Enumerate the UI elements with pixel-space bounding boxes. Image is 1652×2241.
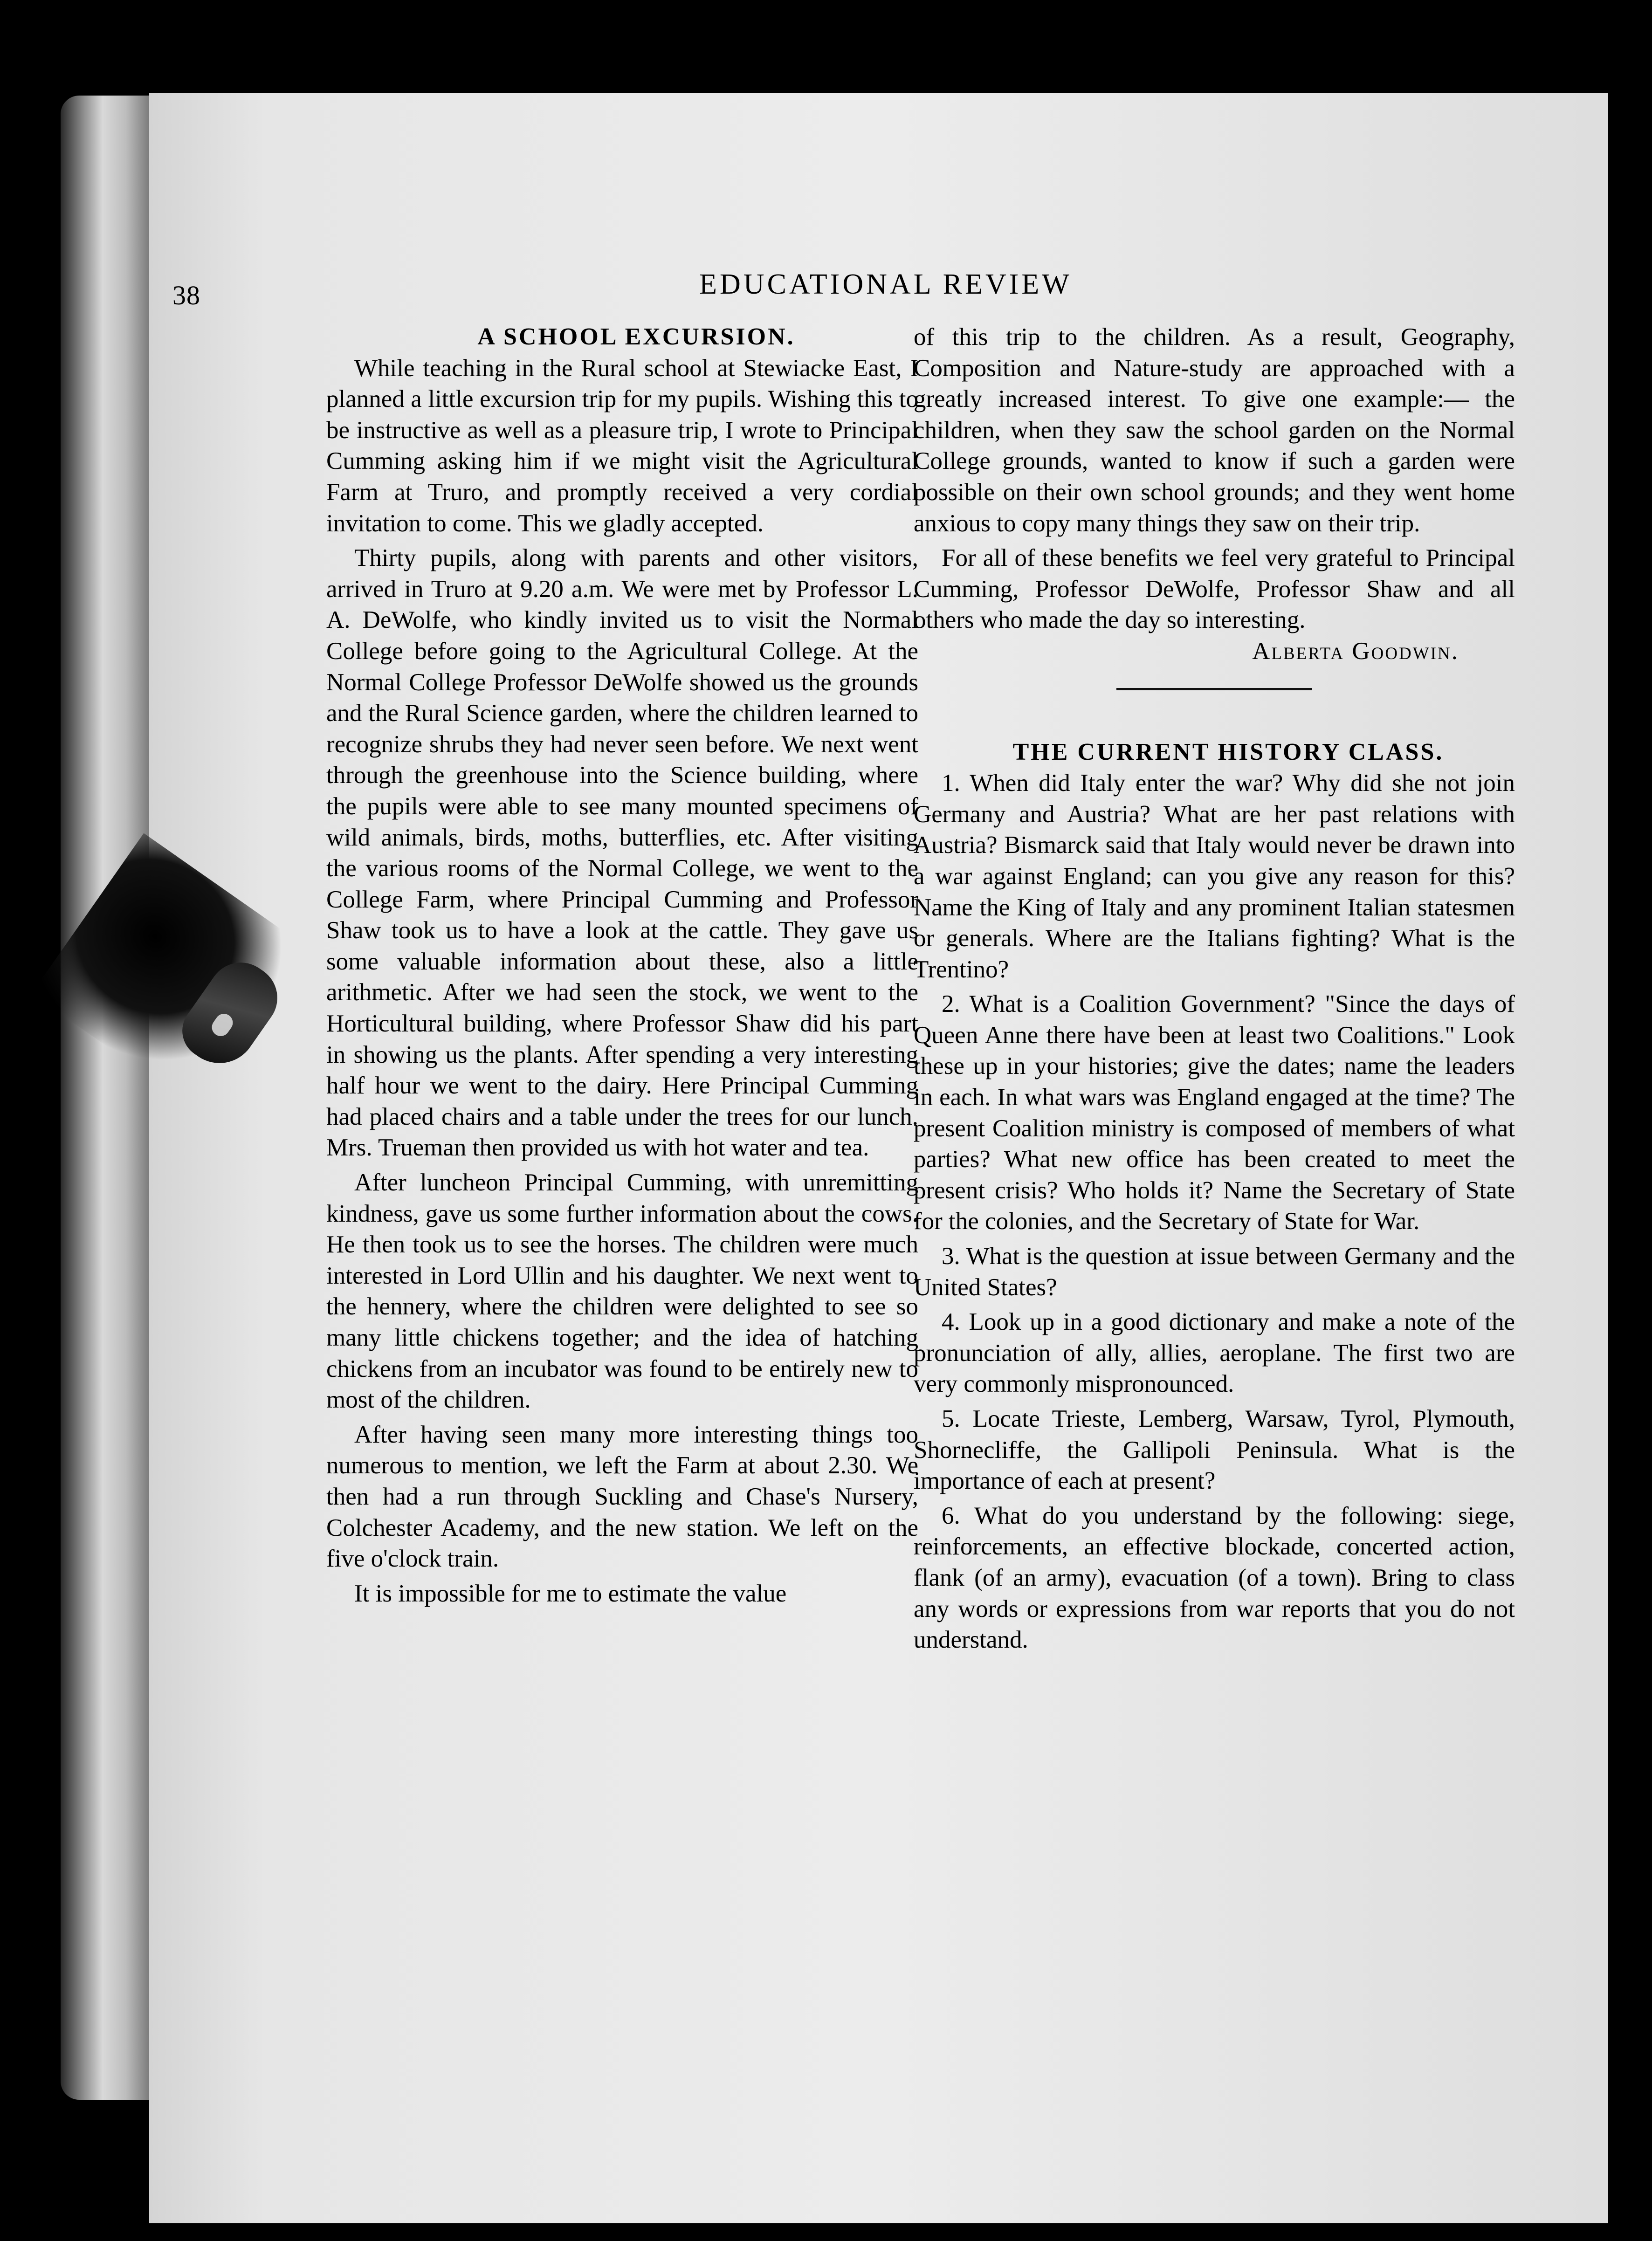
left-column <box>326 322 918 1609</box>
excursion-paragraph: While teaching in the Rural school at Stewiacke East, I planned a little excursion trip for my pupils. Wishing this to be instructive as well as a pleasure trip, I wrote to Principal Cumming asking him if we might visit the Agricultural Farm at Truro, and promptly received a very cordial invitation to come. This we gladly accepted. <box>326 354 918 537</box>
excursion-paragraph: For all of these benefits we feel very grateful to Principal Cumming, Professor DeWolfe, Professor Shaw and all others who made the day so interesting. <box>914 544 1515 634</box>
excursion-paragraph: After luncheon Principal Cumming, with unremitting kindness, gave us some further information about the cows. He then took us to see the horses. The children were much interested in Lord Ullin and his daughter. We next went to the hennery, where the children were delighted to see so many little chickens together; and the idea of hatching chickens from an incubator was found to be entirely new to most of the children. <box>326 1169 918 1414</box>
excursion-paragraph: After having seen many more interesting things too numerous to mention, we left the Farm at about 2.30. We then had a run through Suckling and Chase's Nursery, Colchester Academy, and the new station. We left on the five o'clock train. <box>326 1421 918 1573</box>
excursion-title: A SCHOOL EXCURSION. <box>477 323 795 350</box>
history-question: 5. Locate Trieste, Lemberg, Warsaw, Tyrol, Plymouth, Shornecliffe, the Gallipoli Peninsula. What is the importance of each at present? <box>914 1405 1515 1495</box>
page-number: 38 <box>172 280 200 310</box>
book-binding-edge <box>61 96 154 2100</box>
right-column <box>914 322 1515 1656</box>
excursion-paragraph: Thirty pupils, along with parents and other visitors, arrived in Truro at 9.20 a.m. We were met by Professor L. A. DeWolfe, who kindly invited us to visit the Normal College before going to the Agricultural College. At the Normal College Professor DeWolfe showed us the grounds and the Rural Science garden, where the children learned to recognize shrubs they had never seen before. We next went through the greenhouse into the Science building, where the pupils were able to see many mounted specimens of wild animals, birds, moths, butterflies, etc. After visiting the various rooms of the Normal College, we went to the College Farm, where Principal Cumming and Professor Shaw took us to have a look at the cattle. They gave us some valuable information about these, also a little arithmetic. After we had seen the stock, we went to the Horticultural building, where Professor Shaw did his part in showing us the plants. After spending a very interesting half hour we went to the dairy. Here Principal Cumming had placed chairs and a table under the trees for our lunch. Mrs. Trueman then provided us with hot water and tea. <box>326 544 918 1162</box>
history-question: 3. What is the question at issue between Germany and the United States? <box>914 1243 1515 1301</box>
author-signature: Alberta Goodwin. <box>1252 637 1459 665</box>
history-question: 1. When did Italy enter the war? Why did she not join Germany and Austria? What are her past relations with Austria? Bismarck said that Italy would never be drawn into a war against England; can you give any reason for this? Name the King of Italy and any prominent Italian statesmen or generals. Where are the Italians fighting? What is the Trentino? <box>914 770 1515 983</box>
excursion-paragraph: It is impossible for me to estimate the value <box>354 1580 787 1607</box>
history-class-title: THE CURRENT HISTORY CLASS. <box>1012 738 1444 765</box>
history-question: 6. What do you understand by the following: siege, reinforcements, an effective blockade, concerted action, flank (of an army), evacuation (of a town). Bring to class any words or expressions from war reports that you do not understand. <box>914 1502 1515 1654</box>
running-head: EDUCATIONAL REVIEW <box>699 268 1072 300</box>
section-divider <box>1116 688 1312 690</box>
excursion-paragraph-continued: of this trip to the children. As a result, Geography, Composition and Nature-study are approached with a greatly increased interest. To give one example:— the children, when they saw the school garden on the Normal College grounds, wanted to know if such a garden were possible on their own school grounds; and they went home anxious to copy many things they saw on their trip. <box>914 323 1515 537</box>
history-question: 4. Look up in a good dictionary and make a note of the pronunciation of ally, allies, aeroplane. The first two are very commonly mispronounced. <box>914 1308 1515 1398</box>
history-question: 2. What is a Coalition Government? "Since the days of Queen Anne there have been at least two Coalitions." Look these up in your histories; give the dates; name the leaders in each. In what wars was England engaged at the time? The present Coalition ministry is composed of members of what parties? What new office has been created to meet the present crisis? Who holds it? Name the Secretary of State for the colonies, and the Secretary of State for War. <box>914 990 1515 1235</box>
